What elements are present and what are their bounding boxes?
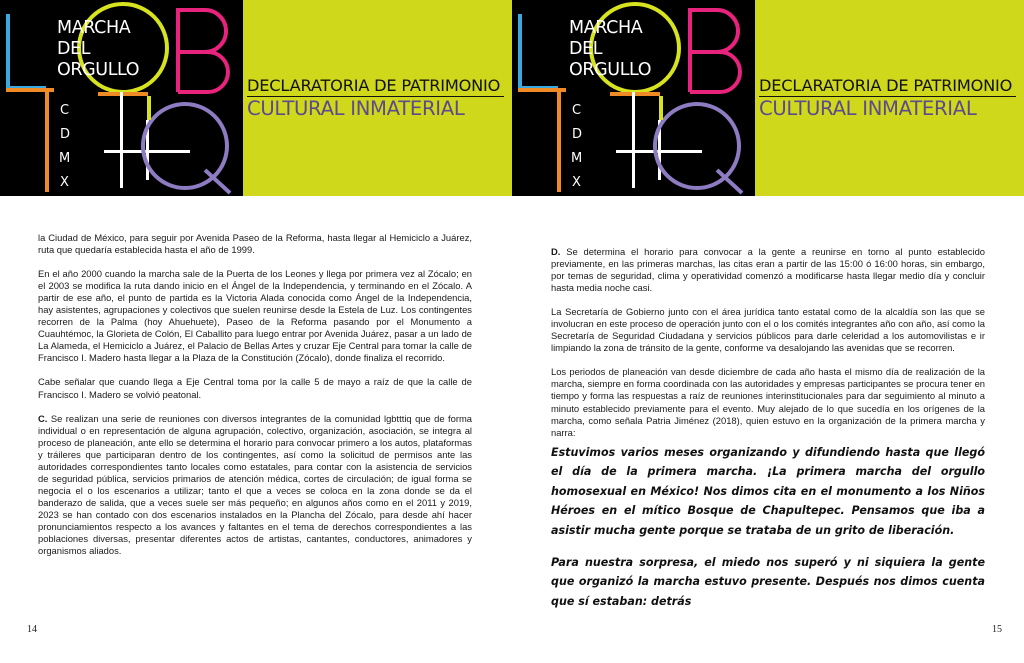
paragraph-text: la Ciudad de México, para seguir por Avenida Paseo de la Reforma, hasta llegar al Hemiciclo a Juárez, ruta que quedaría establecida hasta el año de 1999. — [38, 232, 472, 256]
paragraph — [38, 268, 472, 364]
paragraph-label: C. — [38, 412, 48, 424]
logo-word-marcha: MARCHA — [57, 18, 131, 38]
right-page — [512, 0, 1024, 663]
logo-letter-d: D — [60, 127, 71, 142]
declaratoria-title-line1: DECLARATORIA DE PATRIMONIO — [247, 76, 501, 95]
left-body-text — [38, 232, 472, 569]
page-number: 15 — [992, 624, 1002, 635]
page-number: 14 — [27, 624, 37, 635]
logo-letter-x: X — [572, 175, 581, 190]
logo-word-marcha: MARCHA — [569, 18, 643, 38]
logo-letter-c: C — [572, 103, 582, 118]
paragraph-label: D. — [551, 246, 561, 257]
paragraph — [38, 232, 472, 256]
logo-word-orgullo: ORGULLO — [569, 60, 652, 80]
marcha-orgullo-logo — [512, 0, 755, 196]
logo-letter-d: D — [572, 127, 583, 142]
block-quote: Para nuestra sorpresa, el miedo nos superó y ni siquiera la gente que organizó la marcha estuvo presente. Después nos dimos cuenta que sí estaban: detrás — [551, 555, 985, 608]
paragraph — [551, 366, 985, 438]
paragraph-text: En el año 2000 cuando la marcha sale de la Puerta de los Leones y llega por primera vez al Zócalo; en el 2003 se modifica la ruta dando inicio en el Ángel de la Independencia, y terminando en el Zócalo. A partir de ese año, el punto de partida es la Victoria Alada conocida como Ángel de la Independencia, hay asistentes, agrupaciones y colectivos que suelen reunirse desde la Estela de Luz. Los contingentes recorren de la Palma (hoy Ahuehuete), Paseo de la Reforma pasando por el Monumento a Cuauhtémoc, la Glorieta de Colón, El Caballito para luego entrar por Avenida Juárez, pasar a un lado de La Alameda, el Hemiciclo a Juárez, el Palacio de Bellas Artes y cruzar Eje Central para tomar la calle de Francisco I. Madero hasta llegar a la Plaza de la Constitución (Zócalo), donde finaliza el recorrido. — [38, 268, 472, 364]
paragraph — [551, 306, 985, 354]
paragraph-text: Cabe señalar que cuando llega a Eje Central toma por la calle 5 de mayo a raíz de que la calle de Francisco I. Madero se volvió peatonal. — [38, 376, 472, 400]
logo-letter-m: M — [571, 151, 583, 166]
declaratoria-title-line2: CULTURAL INMATERIAL — [759, 97, 977, 120]
page-header — [512, 0, 1024, 196]
block-quote: Estuvimos varios meses organizando y difundiendo hasta que llegó el día de la primera marcha. ¡La primera marcha del orgullo homosexual en México! Nos dimos cita en el monumento a los Niños Héroes en el mítico Bosque de Chapultepec. Pensamos que iba a asistir mucha gente porque se trataba de un grito de liberación. — [551, 445, 985, 538]
declaratoria-title-line2: CULTURAL INMATERIAL — [247, 97, 465, 120]
page-header — [0, 0, 512, 196]
declaratoria-title-line1: DECLARATORIA DE PATRIMONIO — [759, 76, 1013, 95]
logo-letter-m: M — [59, 151, 71, 166]
logo-word-orgullo: ORGULLO — [57, 60, 140, 80]
logo-letter-c: C — [60, 103, 70, 118]
logo-letter-x: X — [60, 175, 69, 190]
paragraph — [38, 376, 472, 400]
paragraph-text: Se determina el horario para convocar a la gente a reunirse en torno al punto establecido previamente, en las primeras marchas, las citas eran a partir de las 15:00 ó 16:00 horas, sin embargo, por temas de seguridad, clima y operatividad comenzó a modificarse hasta llegar medio día y concluir hasta media noche casi. — [551, 246, 986, 294]
paragraph — [38, 413, 472, 558]
paragraph — [551, 246, 985, 294]
marcha-orgullo-logo — [0, 0, 243, 196]
right-body-text — [551, 246, 985, 623]
logo-word-del: DEL — [57, 39, 91, 59]
paragraph-text: La Secretaría de Gobierno junto con el área jurídica tanto estatal como de la alcaldía son las que se involucran en este proceso de operación junto con el o los comités integrantes año con año, así como la Secretaría de Seguridad Ciudadana y servicios públicos para darle celeridad a los automovilistas e ir limpiando la zona de tránsito de la gente, conforme va desalojando las avenidas que se recorren. — [551, 306, 985, 354]
logo-word-del: DEL — [569, 39, 603, 59]
paragraph-text: Se realizan una serie de reuniones con diversos integrantes de la comunidad lgbtttiq que de forma individual o en representación de alguna agrupación, colectivo, organización, asociación, se integra al proceso de planeación, ante ello se determina el horario para convocar primero a los autos, plataformas y tráileres que participaran dentro de los contingentes, así como la solicitud de permisos ante las autoridades correspondientes tanto locales como estatales, para contar con la asistencia de servicios de seguridad pública, servicios primarios de atención médica, cortes de circulación; de igual forma se negocia el o los escenarios a utilizar; tanto el que a veces se coloca en la zona donde se da el banderazo de salida, que a veces suele ser más pequeño; en algunos años como en el 2011 y 2019, 2023 se han contado con dos escenarios instalados en la Plancha del Zócalo, para desde ahí hacer pronunciamientos respecto a los avances y faltantes en el tema de derechos correspondientes a las poblaciones diversas, presentar diferentes actos de artistas, cantantes, conductores, animadores y organismos aliados. — [38, 412, 472, 557]
paragraph-text: Los periodos de planeación van desde diciembre de cada año hasta el mismo día de realización de la marcha, siempre en forma coordinada con las autoridades y empresas participantes se procura tener en tiempo y forma las respuestas a raíz de reuniones interinstitucionales para dar seguimiento al minuto a minuto establecido previamente para el evento. Muy alejado de lo que sucedía en los orígenes de la marcha, como señala Patria Jiménez (2018), quien estuvo en la organización de la primera marcha y narra: — [551, 366, 985, 438]
